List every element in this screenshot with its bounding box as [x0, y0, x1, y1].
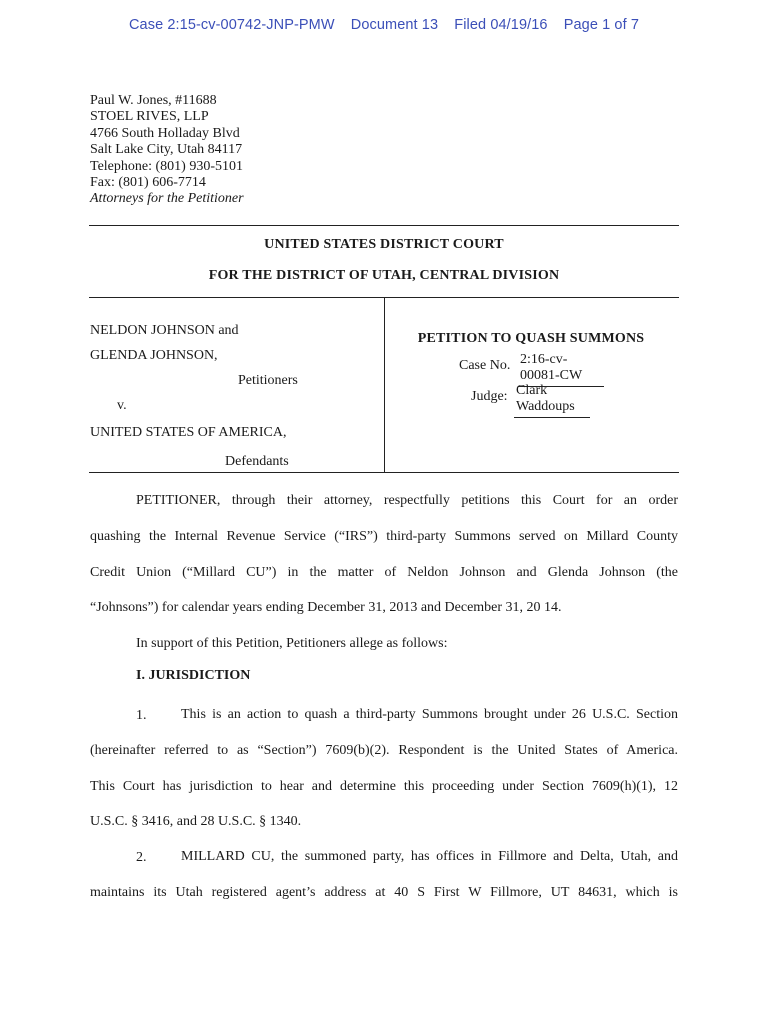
- petitioner-1: NELDON JOHNSON and: [90, 323, 239, 338]
- paragraph-2: [90, 839, 678, 911]
- para-2-line-1: MILLARD CU, the summoned party, has offices in Fillmore and Delta, Utah, and: [181, 849, 678, 864]
- attorney-firm: STOEL RIVES, LLP: [90, 109, 209, 125]
- para-1-line-3: This Court has jurisdiction to hear and determine this proceeding under Section 7609(h)(1), 12: [90, 778, 678, 794]
- stamp-case-number: Case 2:15-cv-00742-JNP-PMW: [128, 17, 335, 33]
- attorney-role: Attorneys for the Petitioner: [90, 191, 244, 207]
- paragraph-1: [90, 697, 678, 840]
- filing-stamp: [0, 17, 768, 33]
- court-district: FOR THE DISTRICT OF UTAH, CENTRAL DIVISION: [208, 268, 560, 283]
- case-number-label: Case No.: [459, 358, 511, 373]
- para-1-number: 1.: [136, 708, 147, 723]
- attorney-name: Paul W. Jones, #11688: [90, 93, 217, 108]
- para-2-number: 2.: [136, 850, 147, 865]
- intro-line-3: Credit Union (“Millard CU”) in the matter of Neldon Johnson and Glenda Johnson (the: [90, 564, 678, 580]
- judge-label: Judge:: [471, 389, 508, 404]
- stamp-document: Document 13: [350, 17, 439, 33]
- petitioners-label: Petitioners: [238, 373, 298, 388]
- para-1-line-2: (hereinafter referred to as “Section”) 7609(b)(2). Respondent is the United States of America.: [90, 742, 678, 758]
- para-1-line-4: U.S.C. § 3416, and 28 U.S.C. § 1340.: [90, 814, 302, 830]
- petitioner-2: GLENDA JOHNSON,: [90, 348, 218, 363]
- case-number-value: 2:16-cv-00081-CW: [518, 352, 604, 387]
- stamp-page: Page 1 of 7: [563, 17, 640, 33]
- defendants-label: Defendants: [225, 454, 289, 469]
- caption-bottom-rule: [89, 472, 679, 473]
- intro-line-2: quashing the Internal Revenue Service (“IRS”) third-party Summons served on Millard County: [90, 528, 678, 544]
- para-1-line-1: This is an action to quash a third-party Summons brought under 26 U.S.C. Section: [181, 707, 678, 722]
- judge-value: Clark Waddoups: [514, 383, 590, 418]
- court-name: UNITED STATES DISTRICT COURT: [264, 237, 504, 252]
- stamp-filed-date: Filed 04/19/16: [454, 17, 548, 33]
- court-top-rule: [89, 225, 679, 226]
- petition-title: PETITION TO QUASH SUMMONS: [417, 331, 645, 346]
- defendant-name: UNITED STATES OF AMERICA,: [90, 425, 287, 440]
- para-2-line-2: maintains its Utah registered agent’s address at 40 S First W Fillmore, UT 84631, which is: [90, 884, 678, 900]
- section-heading-jurisdiction: I. JURISDICTION: [136, 668, 251, 683]
- versus-label: v.: [117, 398, 127, 413]
- caption-divider: [384, 297, 385, 472]
- intro-paragraph: [90, 483, 678, 626]
- attorney-city: Salt Lake City, Utah 84117: [90, 142, 243, 158]
- intro-line-1: PETITIONER, through their attorney, respectfully petitions this Court for an order: [136, 493, 678, 508]
- intro-line-4: “Johnsons”) for calendar years ending December 31, 2013 and December 31, 20 14.: [90, 600, 562, 616]
- support-sentence: In support of this Petition, Petitioners allege as follows:: [136, 636, 448, 651]
- attorney-block: [90, 93, 244, 208]
- attorney-fax: Fax: (801) 606-7714: [90, 175, 206, 191]
- attorney-street: 4766 South Holladay Blvd: [90, 125, 240, 141]
- attorney-telephone: Telephone: (801) 930-5101: [90, 158, 243, 174]
